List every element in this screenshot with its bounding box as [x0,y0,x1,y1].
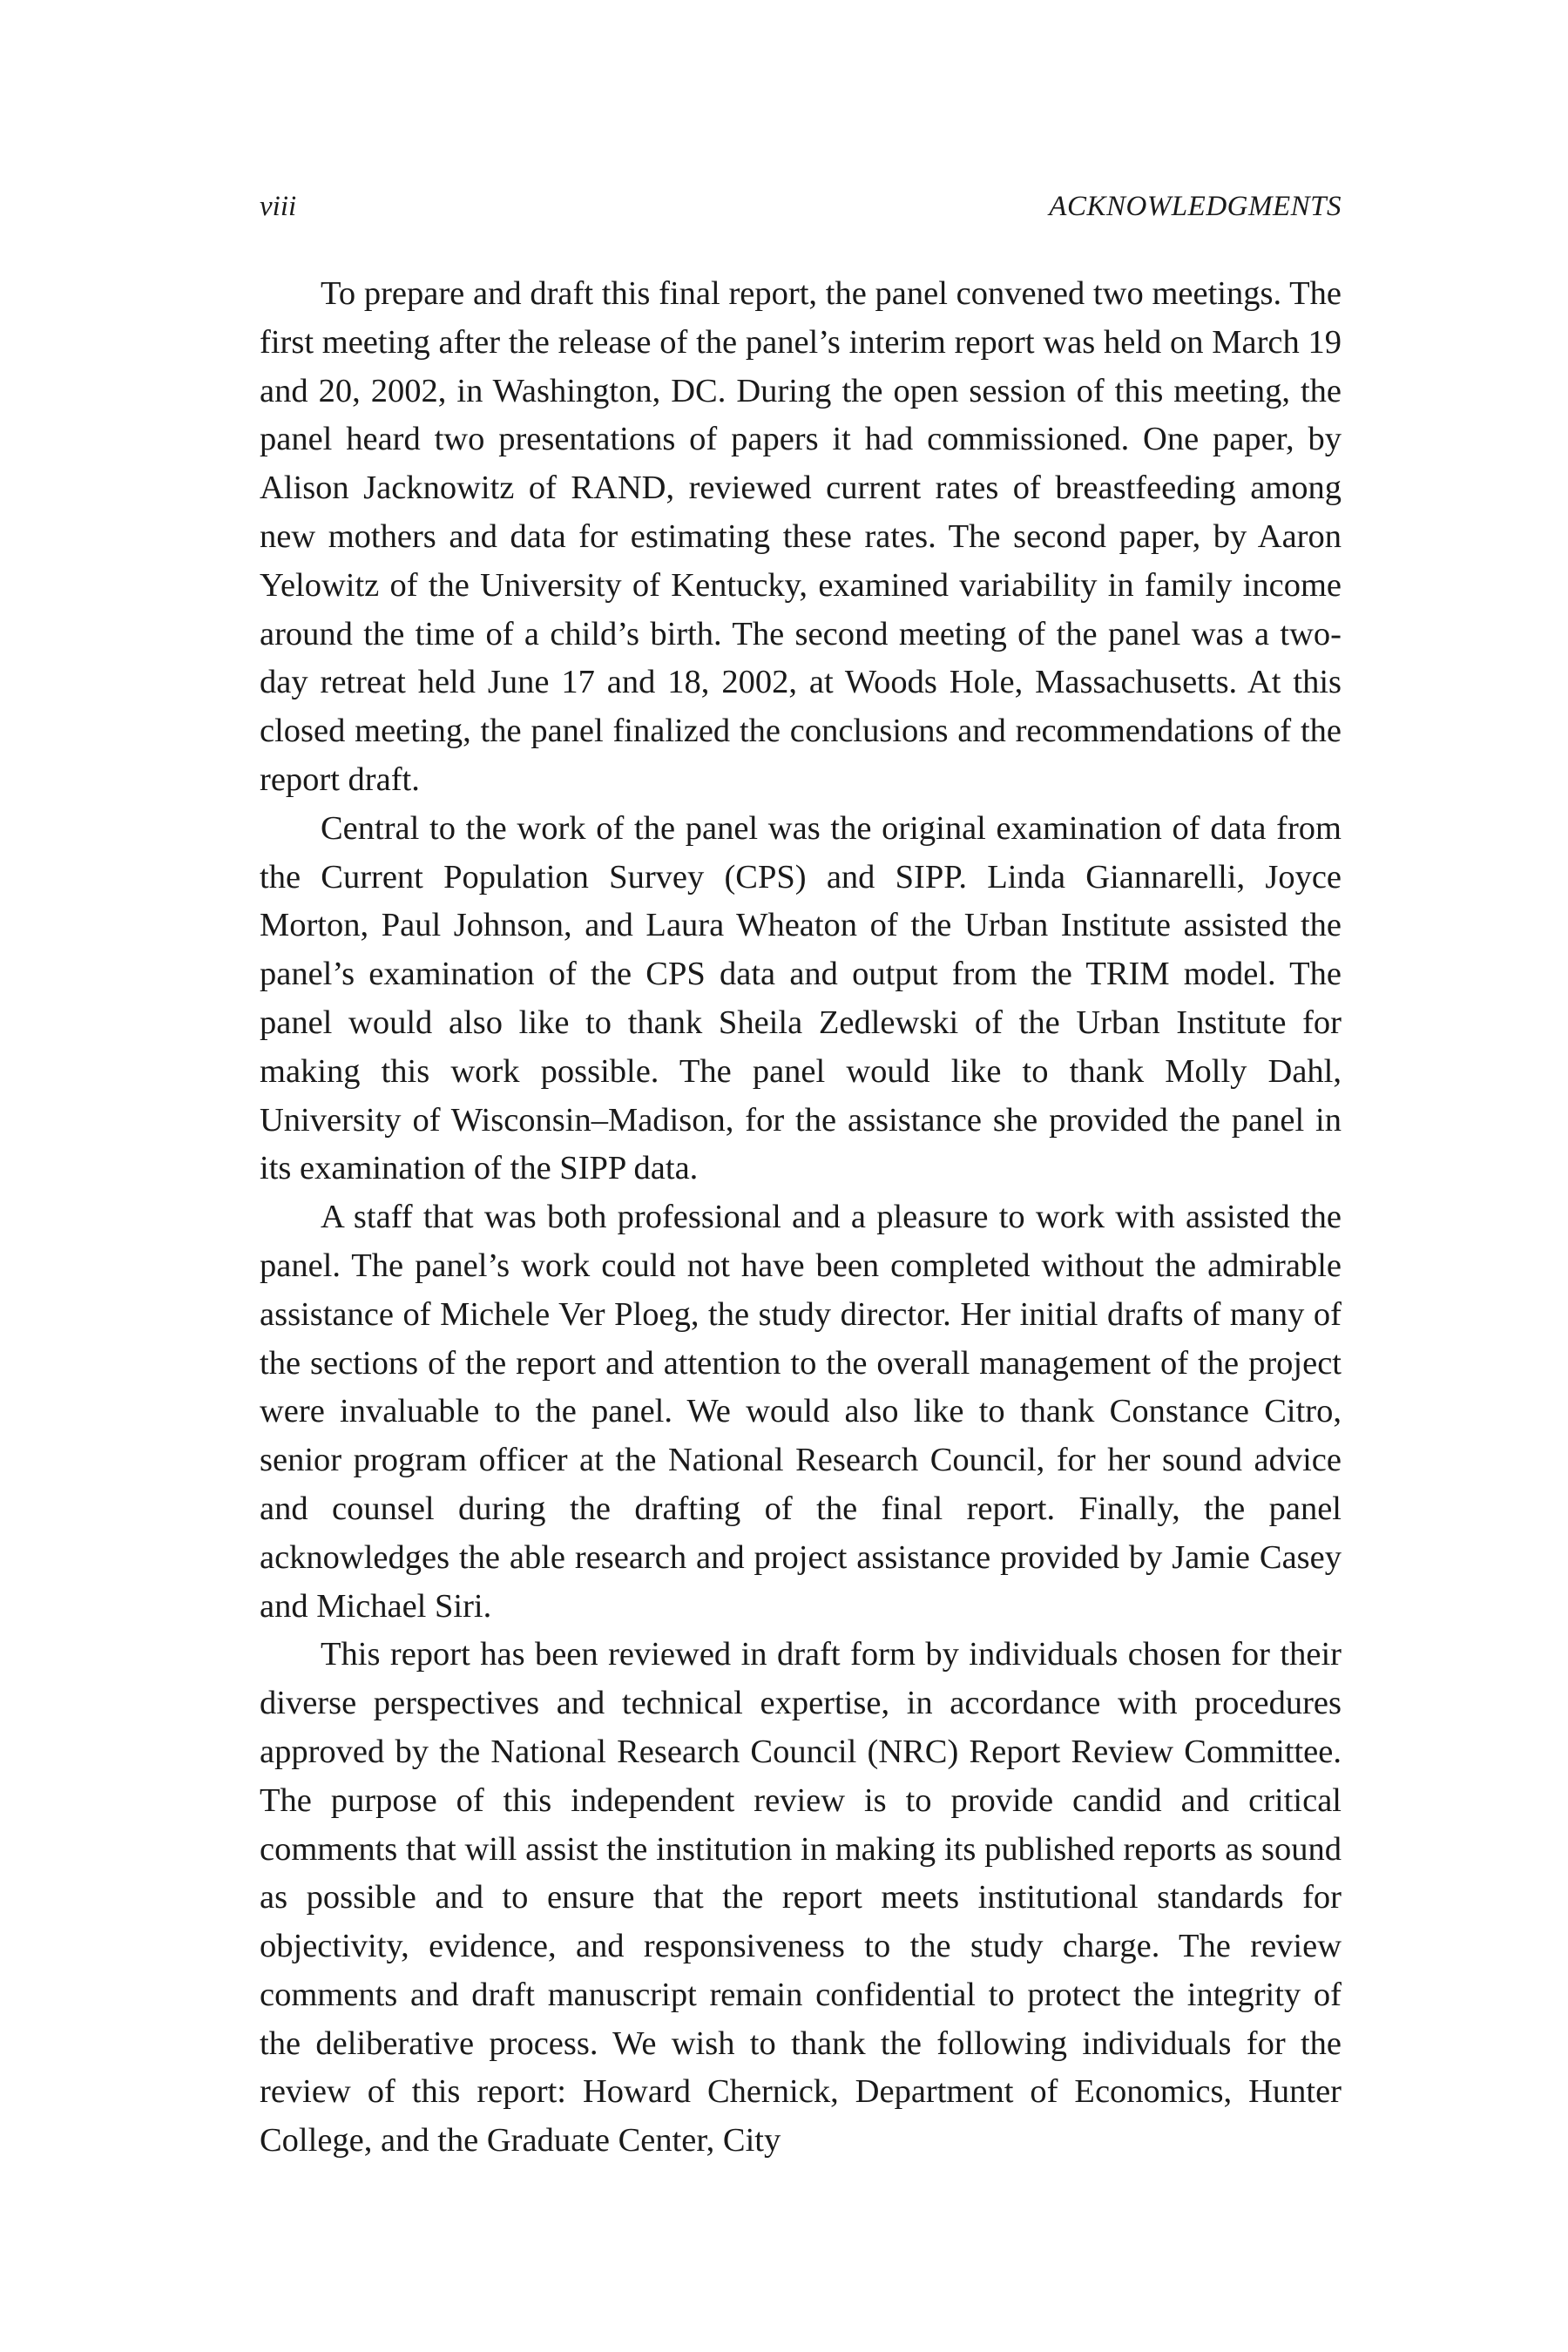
paragraph-data-examination: Central to the work of the panel was the original examination of data from the Current Population Survey (CPS) and SIPP. Linda Giannarelli, Joyce Morton, Paul Johnson, and Laura Wheaton of the Urban Institute assisted the panel’s examination of the CPS data and output from the TRIM model. The panel would also like to thank Sheila Zedlewski of the Urban Institute for making this work possible. The panel would like to thank Molly Dahl, University of Wisconsin–Madison, for the assistance she provided the panel in its examination of the SIPP data. [260,809,1342,1187]
body-text [260,270,1342,2166]
section-title: ACKNOWLEDGMENTS [1049,191,1342,222]
paragraph-meetings: To prepare and draft this final report, the panel convened two meetings. The first meeting after the release of the panel’s interim report was held on March 19 and 20, 2002, in Washington, DC. During the open session of this meeting, the panel heard two presentations of papers it had commissioned. One paper, by Alison Jacknowitz of RAND, reviewed current rates of breastfeeding among new mothers and data for estimating these rates. The second paper, by Aaron Yelowitz of the University of Kentucky, examined variability in family income around the time of a child’s birth. The second meeting of the panel was a two-day retreat held June 17 and 18, 2002, at Woods Hole, Massachusetts. At this closed meeting, the panel finalized the conclusions and recommendations of the report draft. [260,275,1342,798]
page-number: viii [260,191,297,222]
paragraph-review: This report has been reviewed in draft form by individuals chosen for their diverse perspectives and technical expertise, in accordance with procedures approved by the National Research Council (NRC) Report Review Committee. The purpose of this independent review is to provide candid and critical comments that will assist the institution in making its published reports as sound as possible and to ensure that the report meets institutional standards for objectivity, evidence, and responsiveness to the study charge. The review comments and draft manuscript remain confidential to protect the integrity of the deliberative process. We wish to thank the following individuals for the review of this report: Howard Chernick, Department of Economics, Hunter College, and the Graduate Center, City [260,1636,1342,2159]
paragraph-staff: A staff that was both professional and a pleasure to work with assisted the panel. The panel’s work could not have been completed without the admirable assistance of Michele Ver Ploeg, the study director. Her initial drafts of many of the sections of the report and attention to the overall management of the project were invaluable to the panel. We would also like to thank Constance Citro, senior program officer at the National Research Council, for her sound advice and counsel during the drafting of the final report. Finally, the panel acknowledges the able research and project assistance provided by Jamie Casey and Michael Siri. [260,1199,1342,1625]
running-head [260,185,1342,228]
